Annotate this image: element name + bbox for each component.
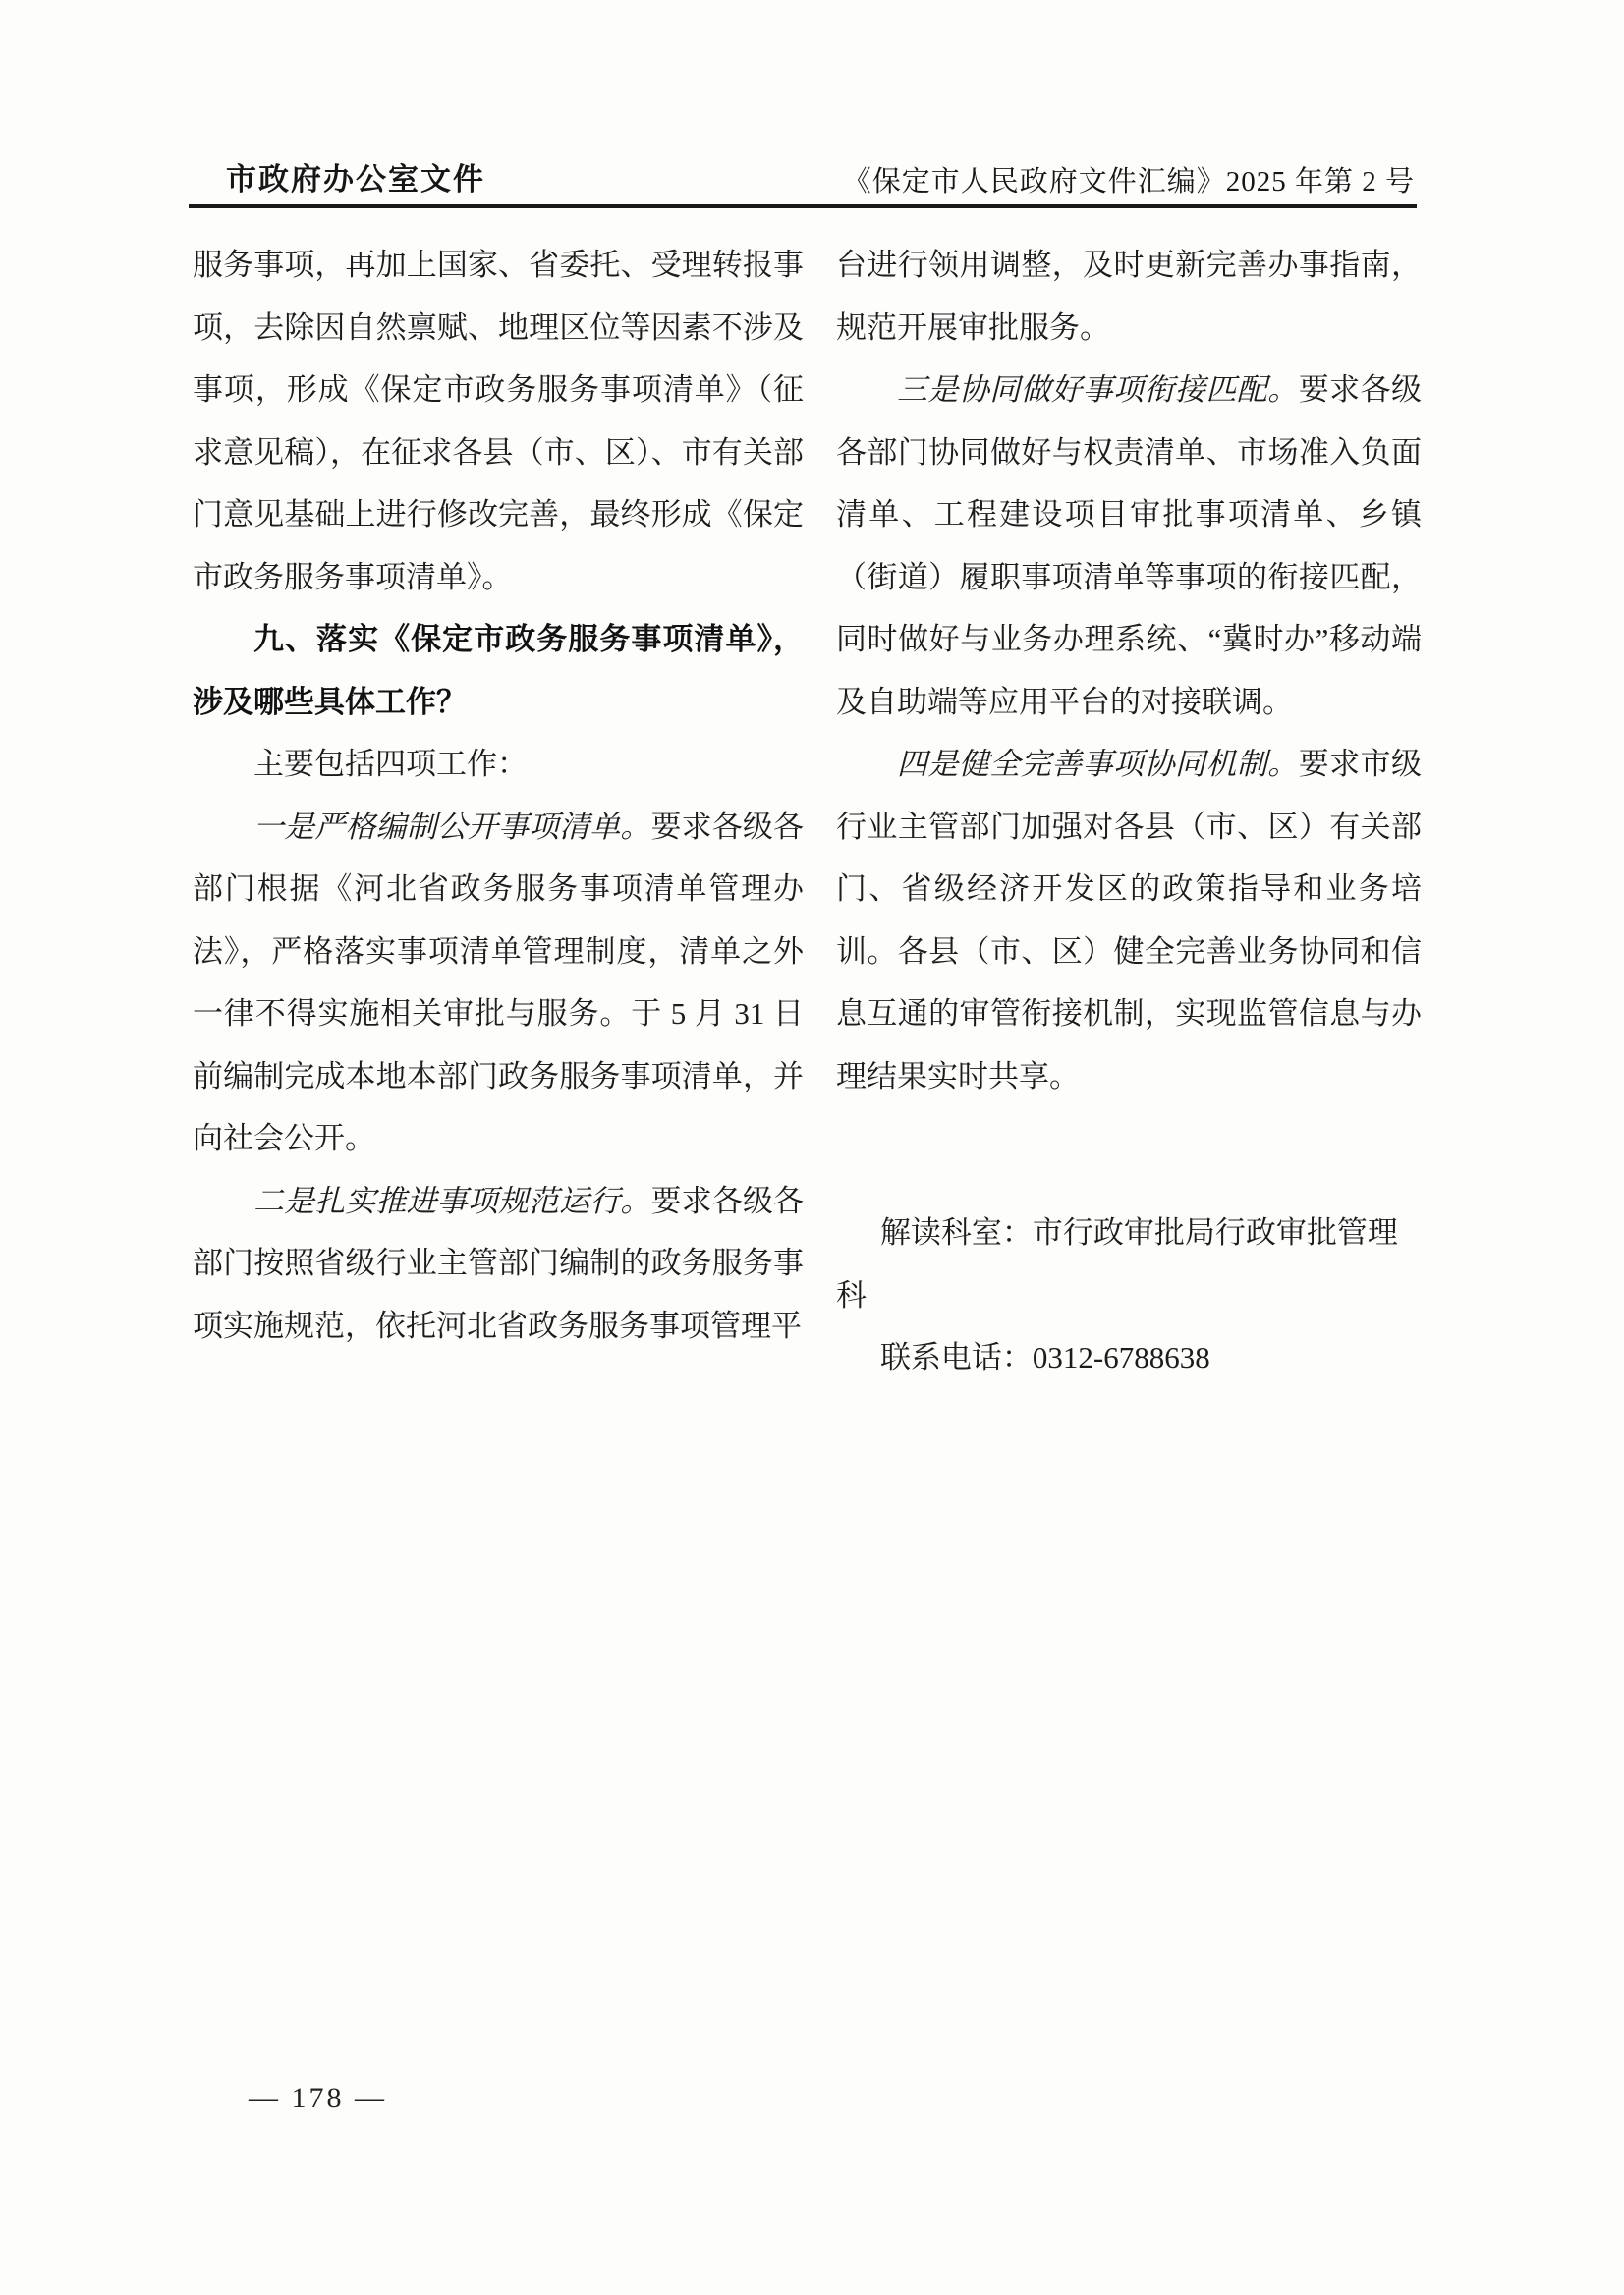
paragraph-continuation: 服务事项，再加上国家、省委托、受理转报事项，去除因自然禀赋、地理区位等因素不涉及事项，形成《保定市政务服务事项清单》（征求意见稿），在征求各县（市、区）、市有关部门意见基础上进行修改完善，最终形成《保定市政务服务事项清单》。 <box>193 248 804 594</box>
paragraph-lead: 一是严格编制公开事项清单。 <box>253 809 651 844</box>
right-column <box>836 234 1422 1389</box>
header-compilation-issue: 《保定市人民政府文件汇编》2025 年第 2 号 <box>842 166 1415 197</box>
paragraph-item-two <box>193 1170 804 1358</box>
contact-department: 解读科室：市行政审批局行政审批管理科 <box>836 1215 1398 1313</box>
header-rule <box>189 204 1417 208</box>
contact-phone: 联系电话：0312-6788638 <box>879 1340 1210 1374</box>
section-heading-nine: 九、落实《保定市政务服务事项清单》，涉及哪些具体工作？ <box>193 622 804 719</box>
paragraph-item-three <box>836 359 1422 733</box>
paragraph-text: 要求各级各部门根据《河北省政务服务事项清单管理办法》，严格落实事项清单管理制度，清单之外一律不得实施相关审批与服务。于 5 月 31 日前编制完成本地本部门政务服务事项清单，并向社会公开。 <box>193 809 805 1155</box>
paragraph-continuation: 台进行领用调整，及时更新完善办事指南，规范开展审批服务。 <box>836 248 1422 345</box>
paragraph-item-four <box>836 733 1422 1107</box>
paragraph-lead: 二是扎实推进事项规范运行。 <box>253 1183 651 1218</box>
paragraph-lead: 四是健全完善事项协同机制。 <box>897 747 1299 781</box>
contact-info <box>836 1202 1422 1389</box>
page-number: — 178 — <box>249 2082 387 2114</box>
paragraph-lead: 三是协同做好事项衔接匹配。 <box>897 372 1299 407</box>
page-footer <box>249 2079 387 2118</box>
paragraph-text: 要求各级各部门按照省级行业主管部门编制的政务服务事项实施规范，依托河北省政务服务事项管理平 <box>193 1183 805 1343</box>
paragraph-item-one <box>193 796 804 1170</box>
paragraph-text: 要求市级行业主管部门加强对各县（市、区）有关部门、省级经济开发区的政策指导和业务培训。各县（市、区）健全完善业务协同和信息互通的审管衔接机制，实现监管信息与办理结果实时共享。 <box>836 747 1422 1093</box>
header-document-type: 市政府办公室文件 <box>226 162 485 196</box>
left-column <box>193 234 804 1357</box>
paragraph-intro: 主要包括四项工作： <box>253 747 528 781</box>
paragraph-text: 要求各级各部门协同做好与权责清单、市场准入负面清单、工程建设项目审批事项清单、乡镇（街道）履职事项清单等事项的衔接匹配，同时做好与业务办理系统、“冀时办”移动端及自助端等应用平台的对接联调。 <box>836 372 1422 719</box>
